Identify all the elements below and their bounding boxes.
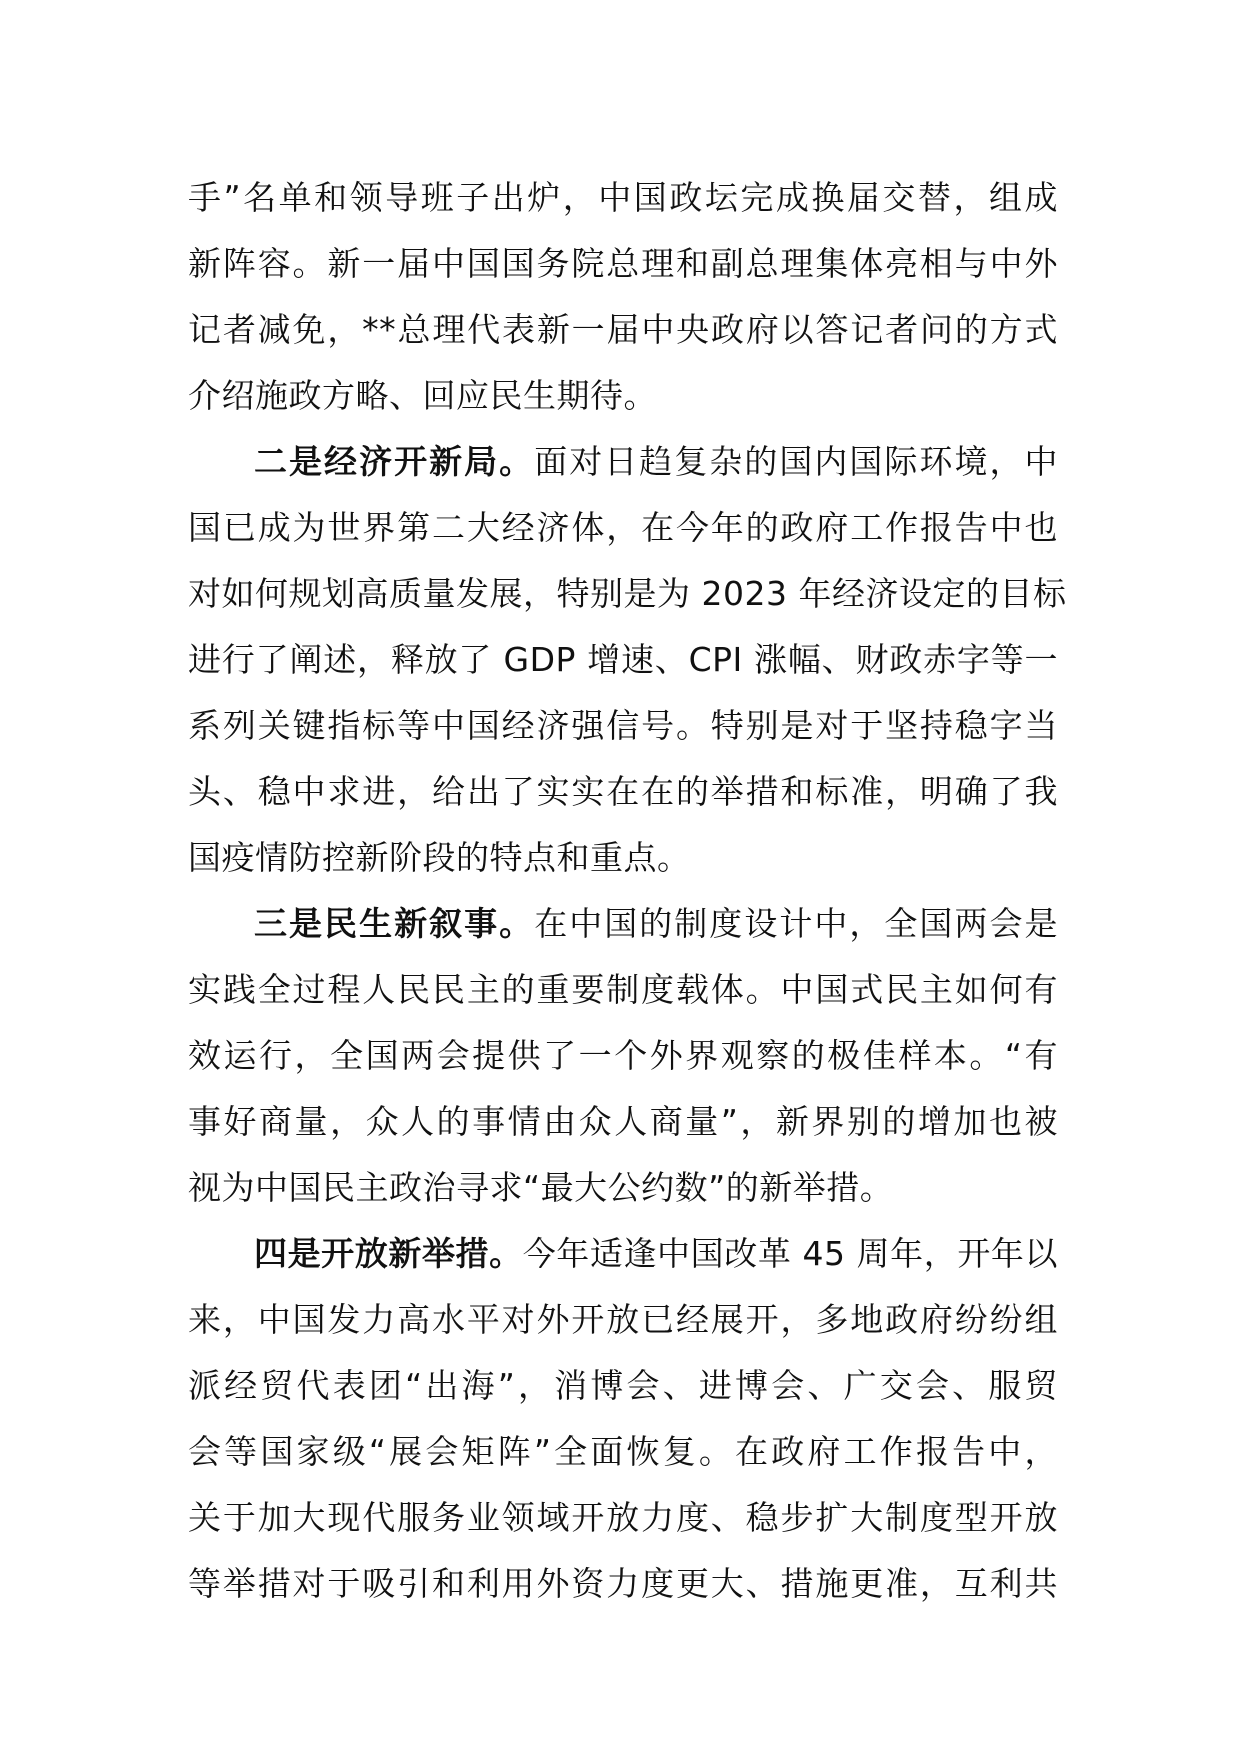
text-line: 记者减免，**总理代表新一届中央政府以答记者问的方式 xyxy=(188,310,1058,349)
text-line: 系列关键指标等中国经济强信号。特别是对于坚持稳字当 xyxy=(188,706,1058,745)
text-line xyxy=(188,1221,1058,1287)
paragraph-heading: 四是开放新举措。 xyxy=(254,1234,523,1273)
text-segment: 面对日趋复杂的国内国际环境，中 xyxy=(534,442,1059,481)
text-line: 实践全过程人民民主的重要制度载体。中国式民主如何有 xyxy=(188,970,1058,1009)
text-line xyxy=(188,891,1058,957)
document-page xyxy=(188,165,1067,1645)
text-line: 进行了阐述，释放了 GDP 增速、CPI 涨幅、财政赤字等一 xyxy=(188,640,1058,679)
text-line: 介绍施政方略、回应民生期待。 xyxy=(188,376,657,415)
text-line: 会等国家级“展会矩阵”全面恢复。在政府工作报告中， xyxy=(188,1432,1058,1471)
paragraph-heading: 二是经济开新局。 xyxy=(254,442,535,481)
text-line: 事好商量，众人的事情由众人商量”，新界别的增加也被 xyxy=(188,1102,1058,1141)
text-line: 派经贸代表团“出海”，消博会、进博会、广交会、服贸 xyxy=(188,1366,1058,1405)
text-line: 来，中国发力高水平对外开放已经展开，多地政府纷纷组 xyxy=(188,1300,1058,1339)
text-line: 效运行，全国两会提供了一个外界观察的极佳样本。“有 xyxy=(188,1036,1058,1075)
text-line: 关于加大现代服务业领域开放力度、稳步扩大制度型开放 xyxy=(188,1498,1058,1537)
text-line: 国已成为世界第二大经济体，在今年的政府工作报告中也 xyxy=(188,508,1058,547)
text-line: 国疫情防控新阶段的特点和重点。 xyxy=(188,838,691,877)
text-line: 新阵容。新一届中国国务院总理和副总理集体亮相与中外 xyxy=(188,244,1058,283)
text-line: 视为中国民主政治寻求“最大公约数”的新举措。 xyxy=(188,1168,894,1207)
paragraph-opening-up xyxy=(188,1221,1058,1617)
paragraph-intro xyxy=(188,165,1058,429)
text-line: 对如何规划高质量发展，特别是为 2023 年经济设定的目标 xyxy=(188,574,1067,613)
text-line xyxy=(188,429,1058,495)
text-segment: 今年适逢中国改革 45 周年，开年以 xyxy=(522,1234,1058,1273)
text-segment: 在中国的制度设计中，全国两会是 xyxy=(534,904,1059,943)
paragraph-livelihood xyxy=(188,891,1058,1221)
paragraph-economy xyxy=(188,429,1067,891)
text-line: 手”名单和领导班子出炉，中国政坛完成换届交替，组成 xyxy=(188,178,1058,217)
paragraph-heading: 三是民生新叙事。 xyxy=(254,904,535,943)
text-line: 头、稳中求进，给出了实实在在的举措和标准，明确了我 xyxy=(188,772,1058,811)
text-line: 等举措对于吸引和利用外资力度更大、措施更准，互利共 xyxy=(188,1564,1058,1603)
